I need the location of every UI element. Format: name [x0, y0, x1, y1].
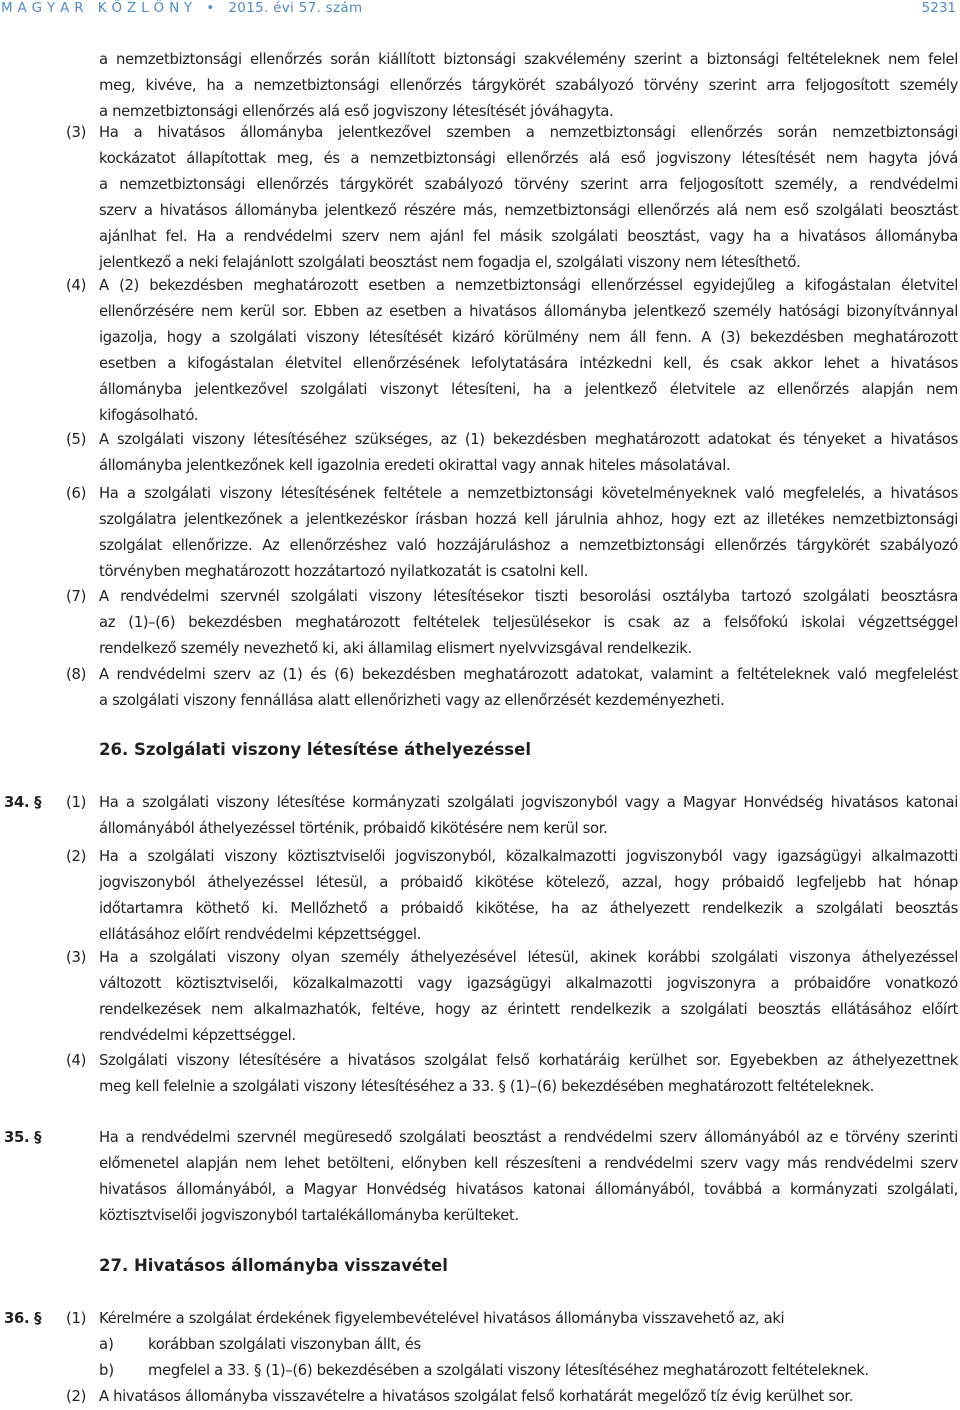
text-line: köztisztviselői jogviszonyból tartalékállományba kerülteket. [99, 1207, 519, 1224]
paragraph-number: (2) [66, 1388, 87, 1405]
text-line: jelentkező a neki felajánlott szolgálati beosztást nem fogadja el, szolgálati viszony nem létesíthető. [99, 254, 801, 271]
paragraph-number: (3) [66, 124, 87, 141]
text-line: a nemzetbiztonsági ellenőrzés tárgykörét szabályozó törvény szerint arra feljogosított személy, a rendvédelmi [99, 176, 958, 193]
text-line: A rendvédelmi szervnél szolgálati viszony létesítésekor tiszti besorolási osztályba tartozó szolgálati beosztásra [99, 588, 958, 605]
section-heading-27: 27. Hivatásos állományba visszavétel [99, 1256, 448, 1275]
text-line: változott köztisztviselői, közalkalmazotti vagy igazságügyi alkalmazotti jogviszonyra a próbaidőre vonatkozó [99, 975, 958, 992]
paragraph-number: (5) [66, 431, 87, 448]
text-line: rendelkező személy nevezhető ki, aki államilag elismert nyelvvizsgával rendelkezik. [99, 640, 692, 657]
list-letter: a) [99, 1336, 114, 1353]
text-line: állományba jelentkezőnek kell igazolnia eredeti okirattal vagy annak hiteles másolatával. [99, 457, 731, 474]
text-line: időtartamra köthető ki. Mellőzhető a próbaidő kikötése, ha az áthelyezett rendelkezik a szolgálati beosztás [99, 900, 958, 917]
text-line: Ha a szolgálati viszony olyan személy áthelyezésével létesül, akinek korábbi szolgálati viszonya áthelyezéssel [99, 949, 958, 966]
text-line: meg, kivéve, ha a nemzetbiztonsági ellenőrzés tárgykörét szabályozó törvény szerint arra feljogosított személy [99, 77, 958, 94]
section-heading-26: 26. Szolgálati viszony létesítése áthelyezéssel [99, 740, 531, 759]
text-line: szolgálatra jelentkezőnek a jelentkezéskor írásban hozzá kell járulnia ahhoz, hogy ezt az illetékes nemzetbiztonsági [99, 511, 958, 528]
text-line: Ha a rendvédelmi szervnél megüresedő szolgálati beosztást a rendvédelmi szerv állományából az e törvény szerinti [99, 1129, 958, 1146]
text-line: kifogásolható. [99, 407, 199, 424]
text-line: állományából áthelyezéssel történik, próbaidő kikötésére nem kerül sor. [99, 820, 608, 837]
paragraph-number: (4) [66, 1052, 87, 1069]
text-line: A szolgálati viszony létesítéséhez szükséges, az (1) bekezdésben meghatározott adatokat és tényeket a hivatásos [99, 431, 958, 448]
text-line: szerv a hivatásos állományba jelentkező részére más, nemzetbiztonsági ellenőrzés alá nem eső szolgálati beosztást [99, 202, 958, 219]
text-line: rendvédelmi képzettséggel. [99, 1027, 296, 1044]
list-item-text: megfelel a 33. § (1)–(6) bekezdésében a szolgálati viszony létesítéséhez meghatározott feltételeknek. [148, 1362, 869, 1379]
paragraph-number: (1) [66, 1310, 87, 1327]
text-line: a nemzetbiztonsági ellenőrzés alá eső jogviszony létesítését jóváhagyta. [99, 103, 614, 120]
section-number: 36. § [4, 1310, 42, 1327]
text-line: Ha a szolgálati viszony létesítésének feltétele a nemzetbiztonsági követelményeknek való megfelelés, a hivatásos [99, 485, 958, 502]
text-line: hivatásos állományából, a Magyar Honvédség hivatásos katonai állományából, továbbá a kormányzati szolgálati, [99, 1181, 958, 1198]
text-line: ajánlhat fel. Ha a rendvédelmi szerv nem ajánl fel másik szolgálati beosztást, vagy ha a hivatásos állományba [99, 228, 958, 245]
text-line: szolgálat ellenőrizze. Az ellenőrzéshez való hozzájáruláshoz a nemzetbiztonsági ellenőrzés tárgykörét szabályozó [99, 537, 958, 554]
text-line: a nemzetbiztonsági ellenőrzés során kiállított biztonsági szakvélemény szerint a biztonsági feltételeknek nem felel [99, 51, 958, 68]
text-line: A hivatásos állományba visszavételre a hivatásos szolgálat felső korhatárát megelőző tíz évig kerülhet sor. [99, 1388, 854, 1405]
text-line: állományba jelentkezővel szolgálati viszonyt létesíteni, ha a jelentkező életvitele az ellenőrzés alapján nem [99, 381, 958, 398]
text-line: ellátásához előírt rendvédelmi képzettséggel. [99, 926, 422, 943]
paragraph-number: (3) [66, 949, 87, 966]
paragraph-number: (8) [66, 666, 87, 683]
text-line: rendelkezések nem alkalmazhatók, feltéve, hogy az érintett rendelkezik a szolgálati beosztás ellátásához előírt [99, 1001, 958, 1018]
paragraph-number: (6) [66, 485, 87, 502]
text-line: jogviszonyból áthelyezéssel létesül, a próbaidő kikötése kötelező, azzal, hogy próbaidő legfeljebb hat hónap [99, 874, 958, 891]
section-number: 34. § [4, 794, 42, 811]
paragraph-number: (4) [66, 277, 87, 294]
text-line: előmenetel alapján nem lehet betölteni, előnyben kell részesíteni a rendvédelmi szerv vagy más rendvédelmi szerv [99, 1155, 958, 1172]
paragraph-number: (2) [66, 848, 87, 865]
text-line: Kérelmére a szolgálat érdekének figyelembevételével hivatásos állományba visszavehető az, aki [99, 1310, 785, 1327]
list-letter: b) [99, 1362, 115, 1379]
text-line: esetben a kifogástalan életvitel ellenőrzésének lefolytatására intézkedni kell, és csak akkor lehet a hivatásos [99, 355, 958, 372]
list-item-text: korábban szolgálati viszonyban állt, és [148, 1336, 421, 1353]
text-line: Ha a hivatásos állományba jelentkezővel szemben a nemzetbiztonsági ellenőrzés során nemzetbiztonsági [99, 124, 958, 141]
paragraph-number: (7) [66, 588, 87, 605]
text-line: az (1)–(6) bekezdésben meghatározott feltételek teljesülésekor is csak az a felsőfokú iskolai végzettséggel [99, 614, 958, 631]
text-line: Ha a szolgálati viszony köztisztviselői jogviszonyból, közalkalmazotti jogviszonyból vagy igazságügyi alkalmazotti [99, 848, 958, 865]
publication-title: M A G Y A R K Ö Z L Ö N Y • 2015. évi 57. szám [1, 0, 363, 16]
text-line: a szolgálati viszony fennállása alatt ellenőrizheti vagy az ellenőrzését kezdeményezheti. [99, 692, 725, 709]
text-line: A rendvédelmi szerv az (1) és (6) bekezdésben meghatározott adatokat, valamint a feltételeknek való megfelelést [99, 666, 958, 683]
text-line: igazolja, hogy a szolgálati viszony létesítését kizáró körülmény nem áll fenn. A (3) bekezdésben meghatározott [99, 329, 958, 346]
running-header [0, 0, 960, 16]
text-line: ellenőrzésére nem kerül sor. Ebben az esetben a hivatásos állományba jelentkező személy hatósági bizonyítvánnyal [99, 303, 958, 320]
text-line: kockázatot állapítottak meg, és a nemzetbiztonsági ellenőrzés alá eső jogviszony létesítését nem hagyta jóvá [99, 150, 958, 167]
text-line: Ha a szolgálati viszony létesítése kormányzati szolgálati jogviszonyból vagy a Magyar Honvédség hivatásos katonai [99, 794, 958, 811]
page-number: 5231 [921, 0, 956, 16]
text-line: Szolgálati viszony létesítésére a hivatásos szolgálat felső korhatáráig kerülhet sor. Egyebekben az áthelyezettnek [99, 1052, 958, 1069]
paragraph-number: (1) [66, 794, 87, 811]
text-line: törvényben meghatározott hozzátartozó nyilatkozatát is csatolni kell. [99, 563, 589, 580]
section-number: 35. § [4, 1129, 42, 1146]
text-line: meg kell felelnie a szolgálati viszony létesítéséhez a 33. § (1)–(6) bekezdésében meghatározott feltételeknek. [99, 1078, 874, 1095]
text-line: A (2) bekezdésben meghatározott esetben a nemzetbiztonsági ellenőrzéssel egyidejűleg a kifogástalan életvitel [99, 277, 958, 294]
